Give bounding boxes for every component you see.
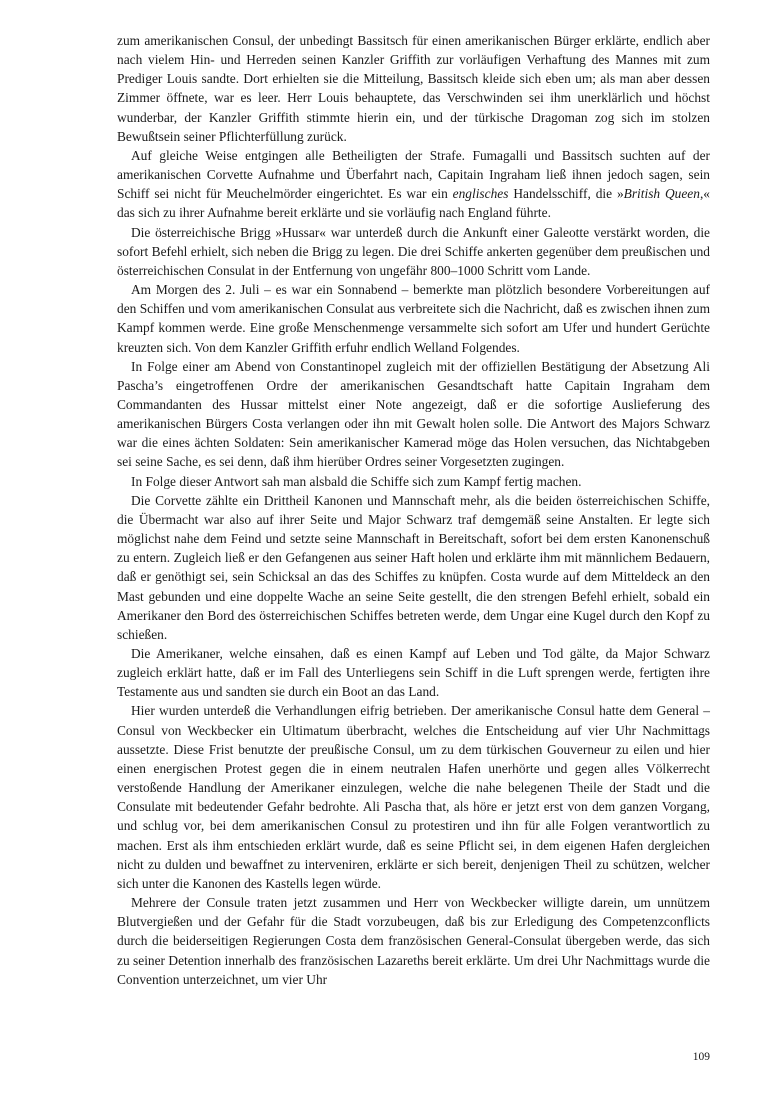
paragraph-text: ,« das sich zu ihrer Aufnahme bereit erklärte und sie vorläufig nach England führte. [117,186,710,221]
paragraph: In Folge dieser Antwort sah man alsbald die Schiffe sich zum Kampf fertig machen. [131,473,582,489]
page-number: 109 [692,1051,710,1063]
paragraph: In Folge einer am Abend von Constantinopel zugleich mit der offiziellen Bestätigung der Absetzung Ali Pascha’s eingetroffenen Ordre der amerikanischen Gesandtschaft hatte Capitain Ingraham dem Commandanten des Hussar mittelst einer Note angezeigt, daß er die sofortige Auslieferung des amerikanischen Bürgers Costa verlangen oder ihn mit Gewalt holen solle. Die Antwort des Majors Schwarz war die eines ächten Soldaten: Sein amerikanischer Kamerad möge das Holen versuchen, das Nichtabgeben sei seine Sache, es sei denn, daß ihm hierüber Ordres seiner Vorgesetzten zugingen. [117,358,710,470]
paragraph: Hier wurden unterdeß die Verhandlungen eifrig betrieben. Der amerikanische Consul hatte dem General – Consul von Weckbecker ein Ultimatum überbracht, welches die Entscheidung auf vier Uhr Nachmittags aussetzte. Diese Frist benutzte der preußische Consul, um zu dem türkischen Gouverneur zu eilen und hier einen energischen Protest gegen die in einem neutralen Hafen unerhörte und gegen alles Völkerrecht verstoßende Handlung der Amerikaner einzulegen, welche die nahe belegenen Theile der Stadt und die Consulate mit bedeutender Gefahr bedrohte. Ali Pascha that, als höre er jetzt erst von dem ganzen Vorgang, und schlug vor, bei dem amerikanischen Consul zu protestiren und ihn für alle Folgen verantwortlich zu machen. Erst als ihm entschieden erklärt wurde, daß es seine Pflicht sei, in dem eigenen Hafen dergleichen nicht zu dulden und bewaffnet zu interveniren, erklärte er sich bereit, denjenigen Theil zu schützen, welcher sich unter die Kanonen des Kastells legen würde. [117,703,710,891]
page-body [117,31,710,989]
paragraph-text: Handelsschiff, die » [508,186,624,202]
emphasis-englisches: englisches [452,186,509,202]
emphasis-ship-name: British Queen [623,186,700,202]
paragraph: zum amerikanischen Consul, der unbedingt Bassitsch für einen amerikanischen Bürger erklärte, endlich aber nach vielem Hin- und Herreden seinen Kanzler Griffith zur vorläufigen Verhaftung des Mannes mit zum Prediger Louis sandte. Dort erhielten sie die Mitteilung, Bassitsch kleide sich eben um; als man aber dessen Zimmer öffnete, war es leer. Herr Louis behauptete, das Verschwinden sei ihm unerklärlich und höchst wunderbar, der Kanzler Griffith stimmte hierin ein, und der türkische Dragoman zog sich im stolzen Bewußtsein seiner Pflichterfüllung zurück. [117,33,710,144]
paragraph: Mehrere der Consule traten jetzt zusammen und Herr von Weckbecker willigte darein, um unnützem Blutvergießen und der Gefahr für die Stadt vorzubeugen, daß bis zur Erledigung des Competenzconflicts durch die beiderseitigen Regierungen Costa dem französischen General-Consulat übergeben werde, das sich zu seiner Detention innerhalb des französischen Lazareths bereit erklärte. Um drei Uhr Nachmittags wurde die Convention unterzeichnet, um vier Uhr [117,895,710,987]
paragraph: Die Amerikaner, welche einsahen, daß es einen Kampf auf Leben und Tod gälte, da Major Schwarz zugleich erklärt hatte, daß er im Fall des Unterliegens sein Schiff in die Luft sprengen werde, fertigten ihre Testamente aus und sandten sie durch ein Boot an das Land. [117,646,710,700]
paragraph-text: Auf gleiche Weise entgingen alle Betheiligten der Strafe. Fumagalli und Bassitsch suchten auf der amerikanischen Corvette Aufnahme und Überfahrt nach, Capitain Ingraham ließ ihnen jedoch sagen, sein Schiff sei nicht für Meuchelmörder eingerichtet. Es war ein [117,147,710,202]
paragraph: Am Morgen des 2. Juli – es war ein Sonnabend – bemerkte man plötzlich besondere Vorbereitungen auf den Schiffen und vom amerikanischen Consulat aus verbreitete sich die Nachricht, daß es zwischen ihnen zum Kampf kommen werde. Eine große Menschenmenge versammelte sich sofort am Ufer und hundert Gerüchte kreuzten sich. Von dem Kanzler Griffith erfuhr endlich Welland Folgendes. [117,282,710,355]
paragraph [117,146,710,223]
paragraph: Die Corvette zählte ein Drittheil Kanonen und Mannschaft mehr, als die beiden österreichischen Schiffe, die Übermacht war also auf ihrer Seite und Major Schwarz traf demgemäß seine Anstalten. Er legte sich möglichst nahe dem Feind und setzte seine Mannschaft in Bereitschaft, sofort bei dem ersten Kanonenschuß zu entern. Zugleich ließ er den Gefangenen aus seiner Haft holen und erklärte ihm mit männlichem Bedauern, daß er genöthigt sei, sein Schicksal an das des Schiffes zu knüpfen. Costa wurde auf dem Mitteldeck an den Mast gebunden und eine doppelte Wache an seine Seite gestellt, die den strengen Befehl erhielt, sobald ein Amerikaner den Bord des österreichischen Schiffes betreten werde, dem Ungar eine Kugel durch den Kopf zu schießen. [117,492,710,642]
paragraph: Die österreichische Brigg »Hussar« war unterdeß durch die Ankunft einer Galeotte verstärkt worden, die sofort Befehl erhielt, sich neben die Brigg zu legen. Die drei Schiffe ankerten gegenüber dem preußischen und österreichischen Consulat in der Entfernung von ungefähr 800–1000 Schritt vom Lande. [117,224,710,278]
